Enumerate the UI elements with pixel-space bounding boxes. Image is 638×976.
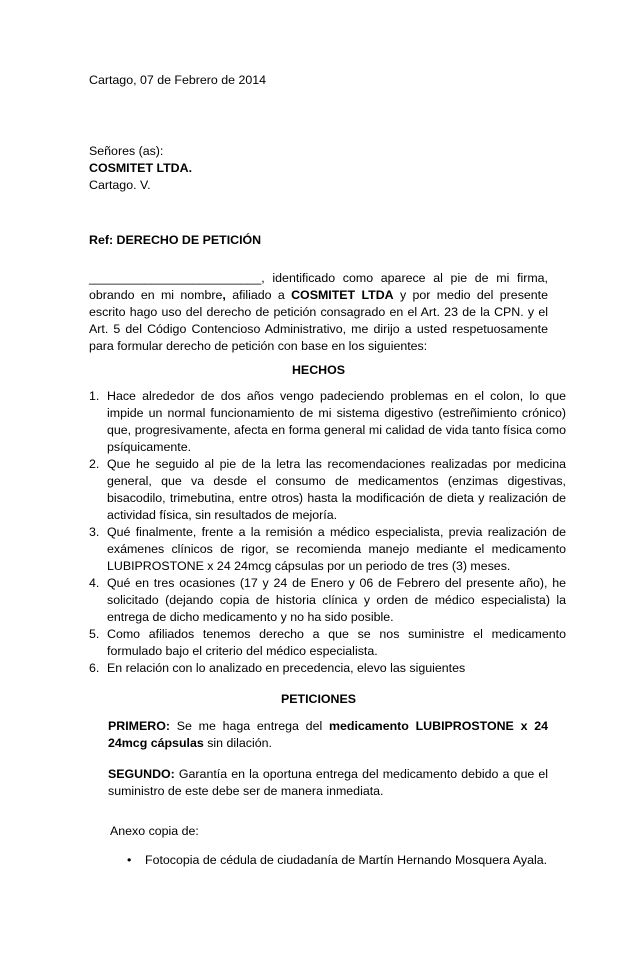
hecho-text: Qué finalmente, frente a la remisión a médico especialista, previa realización de exámenes clínicos de rigor, se recomienda manejo mediante el medicamento LUBIPROSTONE x 24 24mcg cápsulas por un periodo de tres (3) meses. [107,525,566,573]
segundo-text: Garantía en la oportuna entrega del medicamento debido a que el suministro de este debe ser de manera inmediata. [108,767,548,798]
peticion-segundo [108,766,548,800]
hecho-item [89,660,566,677]
intro-part1: , identificado como aparece al pie de mi firma, obrando en mi nombre [89,271,548,302]
recipient-city: Cartago. V. [89,178,151,192]
hecho-number: 2. [89,457,100,471]
hecho-item [89,388,566,456]
intro-company: COSMITET LTDA [291,288,394,302]
hecho-text: Como afiliados tenemos derecho a que se nos suministre el medicamento formulado bajo el criterio del médico especialista. [107,627,566,658]
segundo-label: SEGUNDO: [108,767,175,781]
hecho-text: En relación con lo analizado en precedencia, elevo las siguientes [107,661,466,675]
bullet-icon: • [127,853,132,867]
signature-blank: _________________________ [89,271,262,285]
hecho-item [89,524,566,575]
hechos-title: HECHOS [291,363,345,377]
date-line: Cartago, 07 de Febrero de 2014 [89,73,267,87]
intro-part2: afiliado a [225,288,292,302]
hecho-number: 4. [89,576,100,590]
anexo-item: Fotocopia de cédula de ciudadanía de Martín Hernando Mosquera Ayala. [145,853,548,867]
hecho-text: Qué en tres ocasiones (17 y 24 de Enero y 06 de Febrero del presente año), he solicitado (dejando copia de historia clínica y orden de médico especialista) la entrega de dicho medicamento y no ha sido posible. [107,576,566,624]
recipient-company: COSMITET LTDA. [89,161,193,175]
hecho-item [89,575,566,626]
primero-label: PRIMERO: [108,719,170,733]
intro-part3: y por medio del presente escrito hago uso del derecho de petición consagrado en el Art. 23 de la CPN. y el Art. 5 del Código Contencioso Administrativo, me dirijo a usted respetuosamente para formular derecho de petición con base en los siguientes: [89,288,549,353]
hecho-number: 6. [89,661,100,675]
peticion-primero [108,718,548,752]
reference-line: Ref: DERECHO DE PETICIÓN [89,233,262,247]
primero-text1: Se me haga entrega del [169,719,329,733]
intro-comma: , [222,288,226,302]
hecho-number: 5. [89,627,100,641]
primero-text2: sin dilación. [203,736,272,750]
hecho-text: Hace alrededor de dos años vengo padeciendo problemas en el colon, lo que impide un normal funcionamiento de mi sistema digestivo (estreñimiento crónico) que, progresivamente, afecta en forma general mi calidad de vida tanto física como psíquicamente. [107,389,566,454]
recipient-salutation: Señores (as): [89,144,164,158]
anexo-title: Anexo copia de: [110,824,199,838]
peticiones-title: PETICIONES [280,692,357,706]
hecho-number: 1. [89,389,100,403]
hecho-number: 3. [89,525,100,539]
primero-medicamento: medicamento LUBIPROSTONE x 24 24mcg cápsulas [108,719,549,750]
hecho-item [89,626,566,660]
hechos-list [89,388,566,677]
hecho-item [89,456,566,524]
intro-paragraph [89,270,548,355]
hecho-text: Que he seguido al pie de la letra las recomendaciones realizadas por medicina general, que va desde el consumo de medicamentos (enzimas digestivas, bisacodilo, trimebutina, entre otros) hasta la modificación de dieta y realización de actividad física, sin resultados de mejoría. [107,457,566,522]
